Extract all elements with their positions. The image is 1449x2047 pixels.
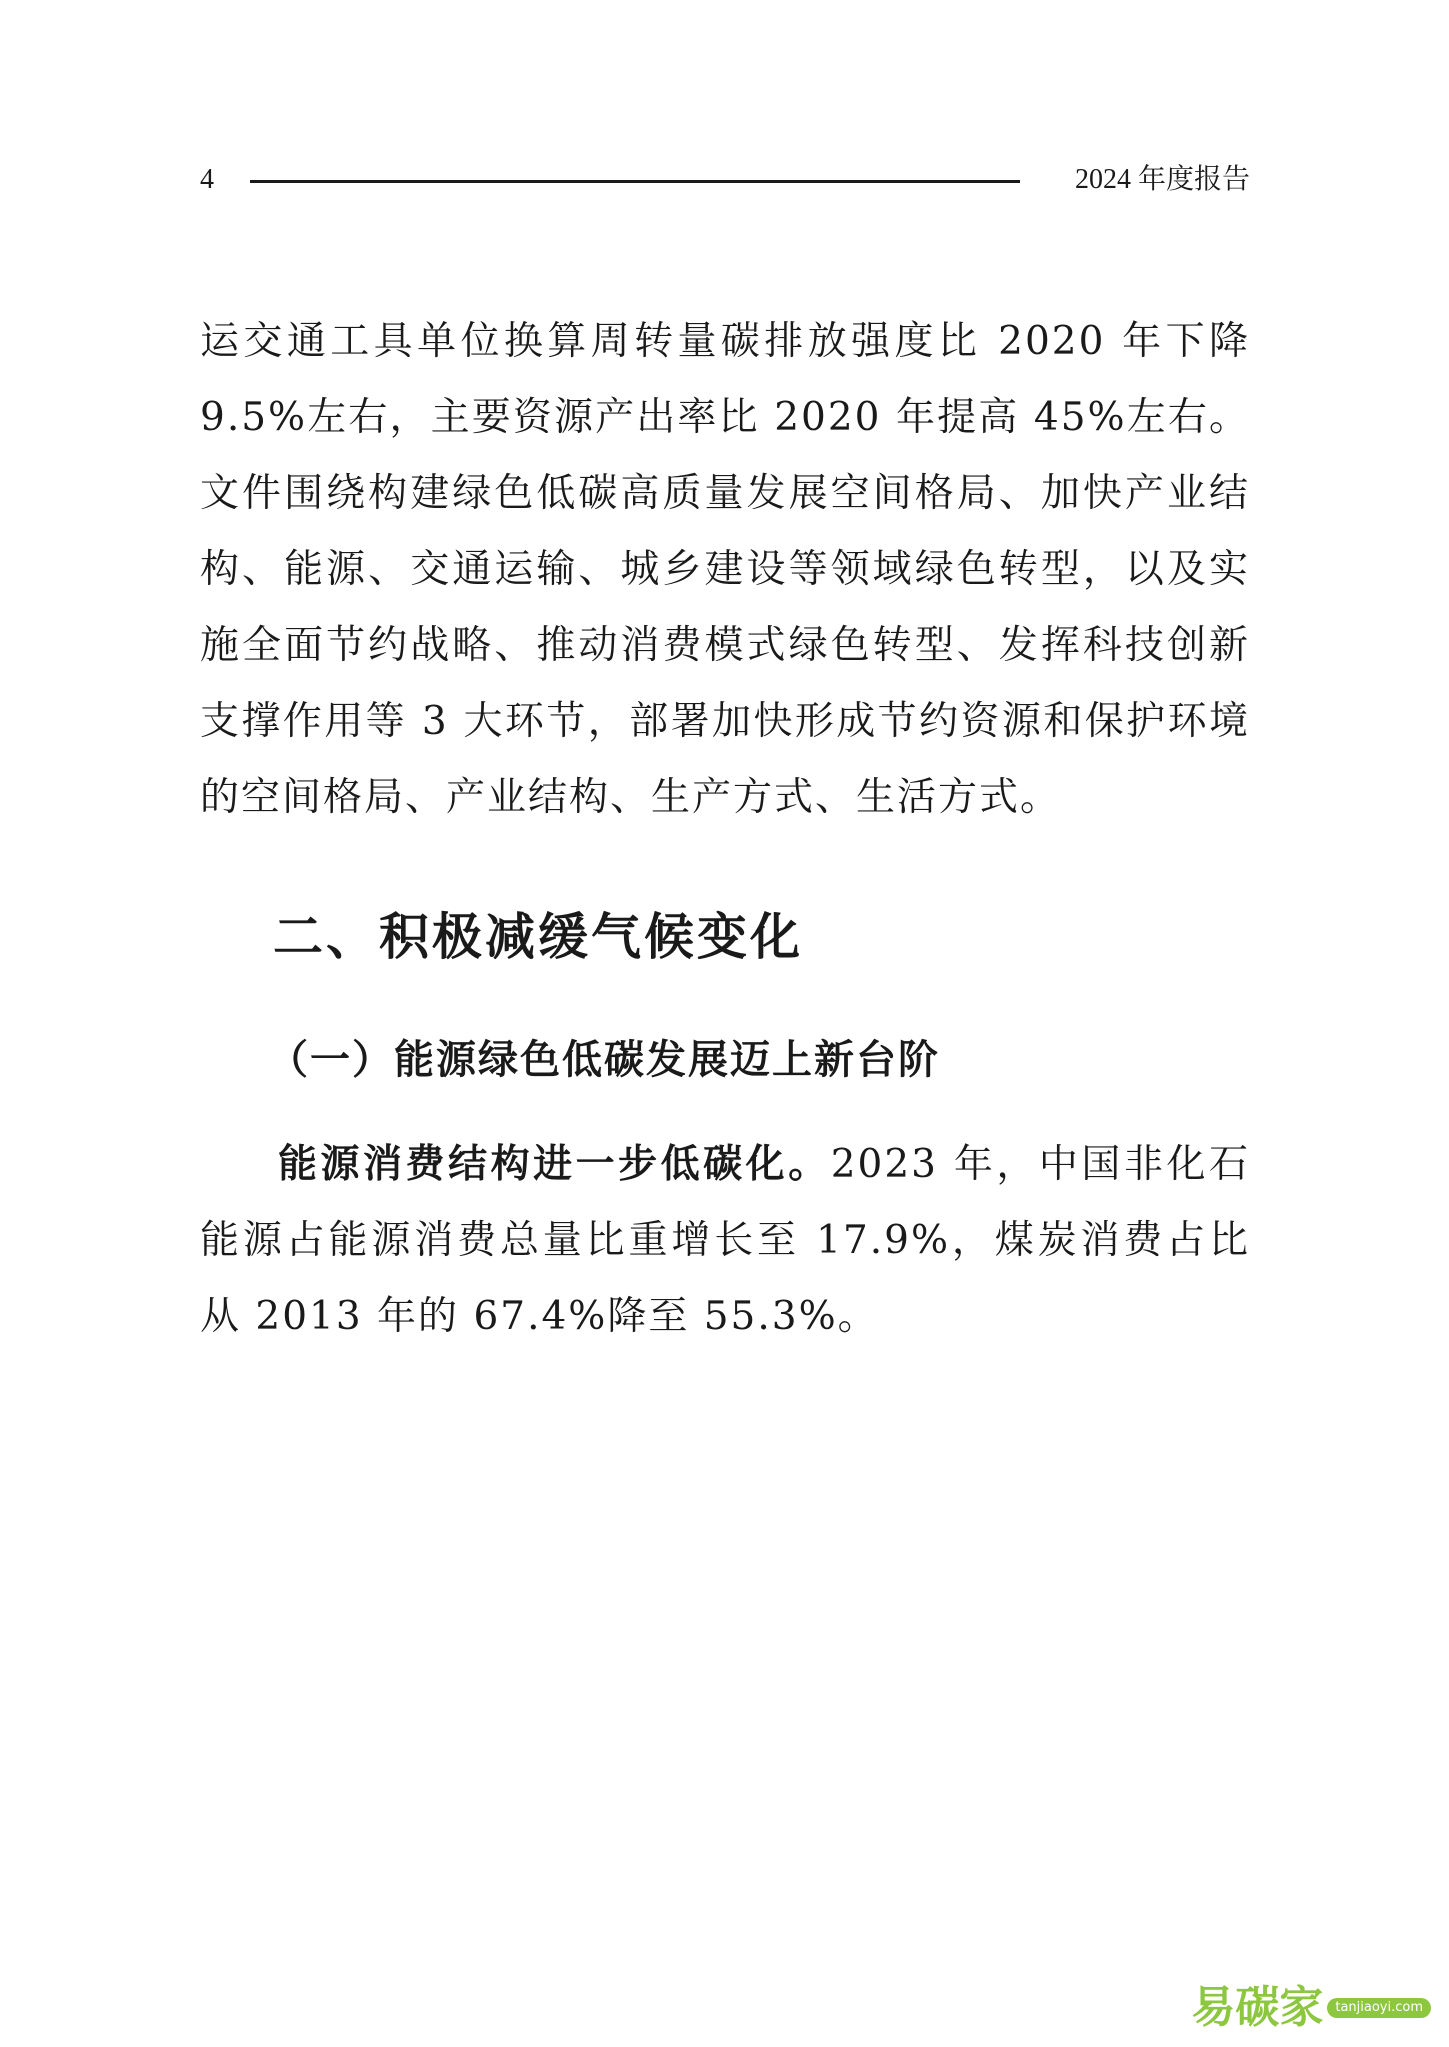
intro-paragraph: 运交通工具单位换算周转量碳排放强度比 2020 年下降 9.5%左右，主要资源产出率比 2020 年提高 45%左右。文件围绕构建绿色低碳高质量发展空间格局、加快产业结构、能源、交通运输、城乡建设等领域绿色转型，以及实施全面节约战略、推动消费模式绿色转型、发挥科技创新支撑作用等 3 大环节，部署加快形成节约资源和保护环境的空间格局、产业结构、生产方式、生活方式。 <box>200 319 1250 820</box>
report-title: 2024 年度报告 <box>1074 164 1250 195</box>
running-header <box>200 160 1250 200</box>
watermark-logo: 易碳家 <box>1191 1982 1324 2033</box>
energy-paragraph-lead: 能源消费结构进一步低碳化。 <box>278 1142 831 1187</box>
header-rule <box>250 180 1020 183</box>
intro-paragraph-block <box>200 304 1250 836</box>
subsection-heading: （一）能源绿色低碳发展迈上新台阶 <box>268 1037 940 1083</box>
page-number: 4 <box>200 164 214 195</box>
energy-paragraph-block <box>200 1127 1250 1355</box>
energy-paragraph-text: 2023 年，中国非化石能源占能源消费总量比重增长至 17.9%，煤炭消费占比从 2013 年的 67.4%降至 55.3%。 <box>200 1142 1250 1339</box>
watermark <box>1191 1983 1431 2033</box>
energy-paragraph <box>200 1127 1250 1355</box>
watermark-domain: tanjiaoyi.com <box>1327 1998 1431 2018</box>
section-heading: 二、积极减缓气候变化 <box>273 908 803 966</box>
